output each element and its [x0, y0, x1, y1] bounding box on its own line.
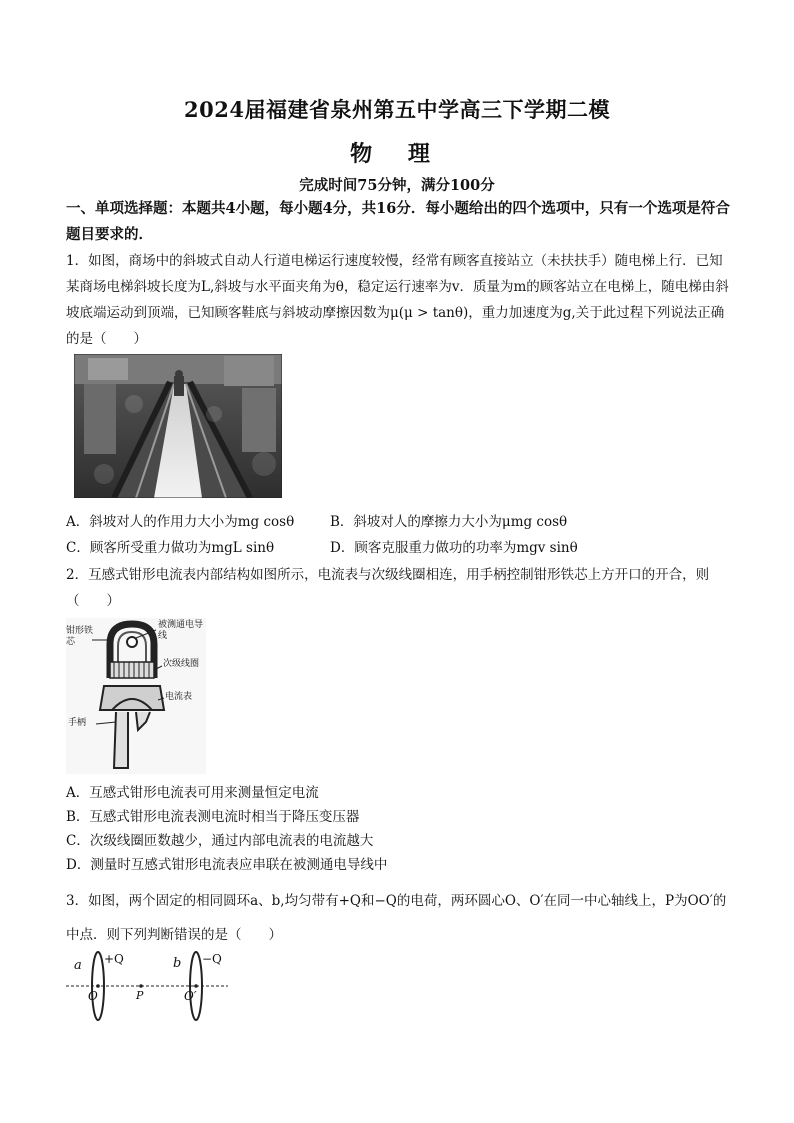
q1-option-c: C．顾客所受重力做功为mgL sinθ: [66, 540, 275, 556]
label-handle: 手柄: [68, 718, 87, 728]
q2-option-c: C．次级线圈匝数越少，通过内部电流表的电流越大: [66, 833, 374, 849]
q1-option-a: A．斜坡对人的作用力大小为mg cosθ: [66, 514, 295, 530]
label-core: 钳形铁芯: [66, 626, 94, 647]
q1-option-b: B．斜坡对人的摩擦力大小为μmg cosθ: [330, 514, 568, 530]
label-charge-b: −Q: [202, 952, 222, 966]
exam-title: 2024届福建省泉州第五中学高三下学期二模: [184, 97, 610, 122]
exam-subject: 物 理: [350, 141, 444, 167]
label-ring-b: b: [173, 956, 182, 971]
escalator-photo: [74, 354, 282, 498]
label-meter: 电流表: [165, 692, 193, 702]
clamp-meter-diagram: [66, 618, 206, 774]
question-1-stem: 1．如图，商场中的斜坡式自动人行道电梯运行速度较慢，经常有顾客直接站立（未扶扶手）随电梯上行．已知某商场电梯斜坡长度为L,斜坡与水平面夹角为θ，稳定运行速率为v．质量为m的顾客站立在电梯上，随电梯由斜坡底端运动到顶端，已知顾客鞋底与斜坡动摩擦因数为μ(μ > tanθ)，重力加速度为g,关于此过程下列说法正确的是（ ）: [66, 253, 729, 347]
q2-option-a: A．互感式钳形电流表可用来测量恒定电流: [66, 785, 319, 801]
two-rings-diagram: [66, 950, 228, 1026]
exam-info: 完成时间75分钟，满分100分: [299, 177, 495, 194]
section-heading: 一、单项选择题：本题共4小题，每小题4分，共16分．每小题给出的四个选项中，只有一个选项是符合题目要求的．: [66, 200, 730, 243]
q2-option-d: D．测量时互感式钳形电流表应串联在被测通电导线中: [66, 857, 388, 873]
label-charge-a: +Q: [104, 952, 124, 966]
label-mid-p: P: [136, 989, 144, 1002]
label-ring-a: a: [74, 958, 82, 973]
label-coil: 次级线圈: [163, 659, 200, 669]
q2-option-b: B．互感式钳形电流表测电流时相当于降压变压器: [66, 809, 360, 825]
label-center-o2: O′: [184, 989, 197, 1003]
label-wire: 被测通电导线: [158, 620, 204, 641]
q1-option-d: D．顾客克服重力做功的功率为mgv sinθ: [330, 540, 578, 556]
label-center-o: O: [88, 989, 98, 1003]
question-3-stem: 3．如图，两个固定的相同圆环a、b,均匀带有+Q和−Q的电荷，两环圆心O、O′在同一中心轴线上，P为OO′的中点．则下列判断错误的是（ ）: [66, 893, 727, 943]
question-2-stem: 2．互感式钳形电流表内部结构如图所示，电流表与次级线圈相连，用手柄控制钳形铁芯上方开口的开合，则（ ）: [66, 567, 710, 609]
